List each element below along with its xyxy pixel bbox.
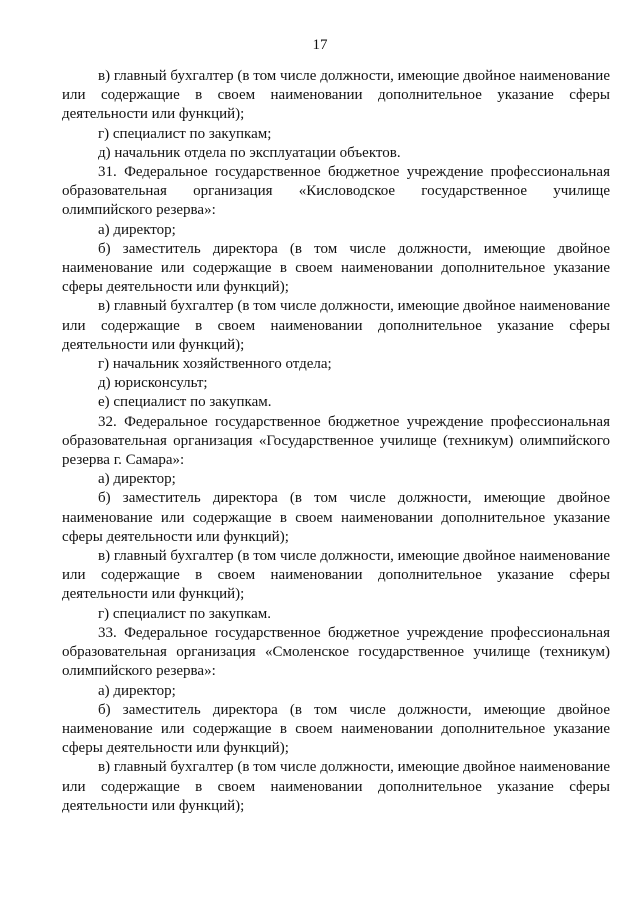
section-31-heading: 31. Федеральное государственное бюджетное учреждение профессиональная образовательная организация «Кисловодское государственное училище олимпийского резерва»: [62, 164, 610, 219]
section-31-item-g: г) начальник хозяйственного отдела; [98, 356, 332, 373]
section-32-item-g: г) специалист по закупкам. [98, 605, 271, 622]
section-31-item-v: в) главный бухгалтер (в том числе должности, имеющие двойное наименование или содержащие в своем наименовании дополнительное указание сферы деятельности или функций); [62, 298, 610, 353]
list-item-d-facilities-head: д) начальник отдела по эксплуатации объектов. [98, 144, 401, 161]
document-body [62, 67, 610, 816]
section-32-item-b: б) заместитель директора (в том числе должности, имеющие двойное наименование или содержащие в своем наименовании дополнительное указание сферы деятельности или функций); [62, 490, 610, 545]
section-33-item-b: б) заместитель директора (в том числе должности, имеющие двойное наименование или содержащие в своем наименовании дополнительное указание сферы деятельности или функций); [62, 701, 610, 757]
section-31-item-d: д) юрисконсульт; [98, 375, 208, 392]
section-33-heading: 33. Федеральное государственное бюджетное учреждение профессиональная образовательная организация «Смоленское государственное училище (техникум) олимпийского резерва»: [62, 624, 610, 680]
list-item-g-procurement-specialist: г) специалист по закупкам; [98, 125, 272, 142]
section-32-item-a: а) директор; [98, 471, 176, 488]
section-31-item-e: е) специалист по закупкам. [98, 394, 272, 411]
section-33-item-a: а) директор; [98, 682, 176, 699]
section-31-item-b: б) заместитель директора (в том числе должности, имеющие двойное наименование или содержащие в своем наименовании дополнительное указание сферы деятельности или функций); [62, 240, 610, 296]
page-number: 17 [312, 37, 328, 53]
section-31-item-a: а) директор; [98, 221, 176, 238]
section-33-item-v: в) главный бухгалтер (в том числе должности, имеющие двойное наименование или содержащие в своем наименовании дополнительное указание сферы деятельности или функций); [62, 759, 610, 814]
section-32-heading: 32. Федеральное государственное бюджетное учреждение профессиональная образовательная организация «Государственное училище (техникум) олимпийского резерва г. Самара»: [62, 413, 610, 469]
list-item-v-chief-accountant: в) главный бухгалтер (в том числе должности, имеющие двойное наименование или содержащие в своем наименовании дополнительное указание сферы деятельности или функций); [62, 68, 610, 123]
section-32-item-v: в) главный бухгалтер (в том числе должности, имеющие двойное наименование или содержащие в своем наименовании дополнительное указание сферы деятельности или функций); [62, 548, 610, 603]
